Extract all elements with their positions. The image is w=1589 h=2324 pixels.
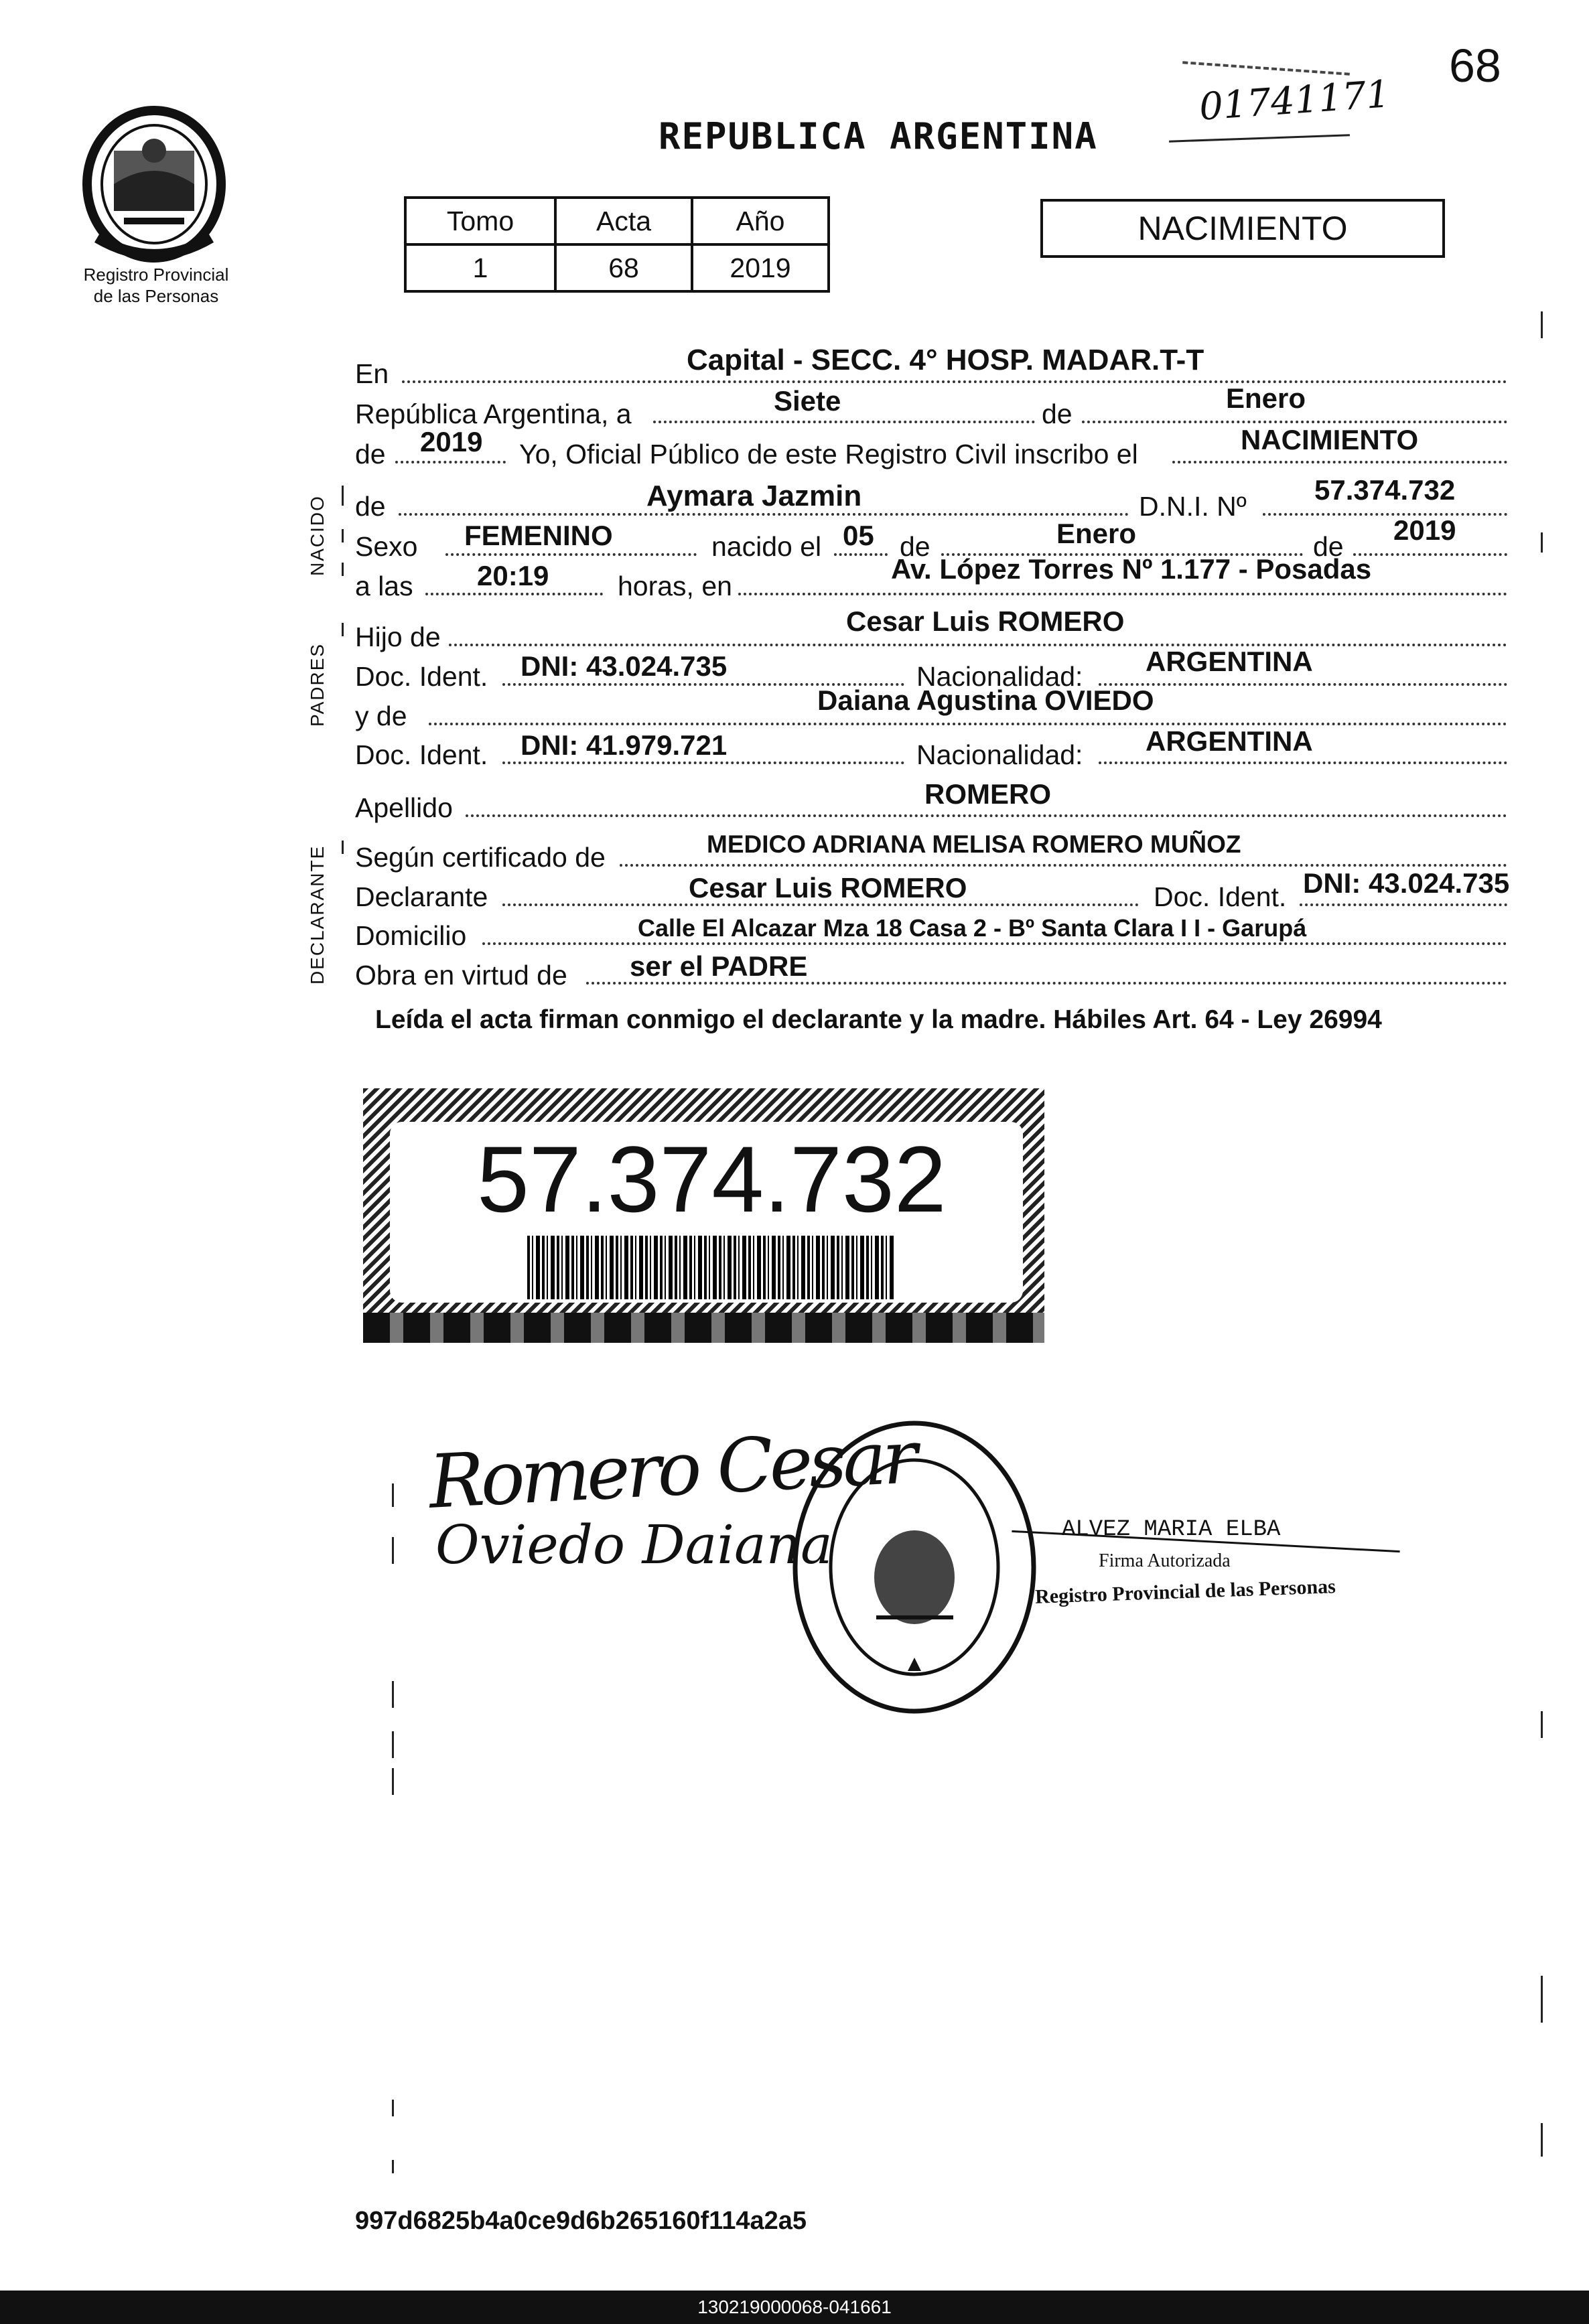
dotted-line (834, 553, 888, 556)
scan-mark (1541, 1711, 1543, 1738)
label-nacionalidad: Nacionalidad: (916, 661, 1083, 692)
table-value-acta: 68 (555, 244, 692, 291)
serial-underline (1169, 134, 1350, 142)
dotted-line (399, 513, 1129, 516)
field-dni: 57.374.732 (1314, 474, 1456, 506)
dotted-line (429, 723, 1507, 725)
field-declarante: Cesar Luis ROMERO (689, 872, 967, 903)
id-label-number: 57.374.732 (477, 1127, 947, 1232)
field-direccion: Av. López Torres Nº 1.177 - Posadas (891, 553, 1372, 585)
footer-bar (0, 2291, 1589, 2324)
label-horas-en: horas, en (618, 571, 732, 601)
label-de2: de (355, 439, 386, 469)
dotted-line (1082, 421, 1507, 423)
dotted-line (620, 864, 1507, 867)
field-madre-nac: ARGENTINA (1146, 725, 1313, 757)
scan-mark (392, 1768, 394, 1795)
serial-number: 01741171 (1198, 72, 1391, 129)
field-padre: Cesar Luis ROMERO (846, 605, 1125, 637)
official-seal-icon (789, 1417, 1040, 1718)
label-y-de: y de (355, 701, 407, 731)
table-value-anio: 2019 (692, 244, 829, 291)
label-apellido: Apellido (355, 792, 453, 823)
dotted-line (1300, 903, 1507, 906)
label-dni: D.N.I. Nº (1139, 491, 1247, 522)
label-de: de (1042, 398, 1073, 429)
dotted-line (425, 593, 603, 595)
province-logo (77, 104, 231, 265)
side-label-padres: PADRES (307, 642, 328, 727)
scan-mark (1541, 311, 1543, 338)
scan-mark (342, 563, 344, 576)
label-a-las: a las (355, 571, 413, 601)
label-doc-ident-3: Doc. Ident. (1154, 881, 1287, 912)
field-certificado: MEDICO ADRIANA MELISA ROMERO MUÑOZ (707, 830, 1241, 858)
label-en: En (355, 358, 389, 389)
label-nacionalidad-2: Nacionalidad: (916, 739, 1083, 770)
label-de-mes: de (900, 531, 930, 562)
scan-mark (392, 2100, 394, 2116)
father-signature: Romero Cesar (427, 1414, 916, 1525)
label-republica: República Argentina, a (355, 398, 632, 429)
table-header-tomo: Tomo (405, 198, 555, 244)
page-number: 68 (1449, 40, 1501, 92)
dotted-line (449, 644, 1507, 646)
dotted-line (482, 942, 1507, 945)
scan-mark (392, 1681, 394, 1708)
scan-mark (342, 623, 344, 636)
field-anio: 2019 (420, 426, 483, 457)
field-obra: ser el PADRE (630, 950, 808, 982)
field-apellido: ROMERO (924, 778, 1051, 810)
field-lugar: Capital - SECC. 4° HOSP. MADAR.T-T (687, 344, 1204, 376)
logo-caption-1: Registro Provincial (83, 265, 229, 285)
mother-signature: Oviedo Daiana (435, 1514, 833, 1576)
field-padre-nac: ARGENTINA (1146, 646, 1313, 677)
field-dia: Siete (774, 385, 841, 417)
serial-overline (1182, 61, 1350, 75)
field-declarante-doc: DNI: 43.024.735 (1303, 867, 1510, 899)
registry-table (404, 196, 830, 293)
field-tipo: NACIMIENTO (1241, 424, 1419, 455)
scan-mark (1541, 1976, 1543, 2023)
label-obra: Obra en virtud de (355, 960, 567, 991)
label-nacido-de: de (355, 491, 386, 522)
document-type-box (1040, 199, 1445, 258)
scan-mark (342, 841, 344, 854)
document-hash: 997d6825b4a0ce9d6b265160f114a2a5 (355, 2207, 807, 2235)
barcode (527, 1236, 896, 1299)
field-nac-mes: Enero (1056, 518, 1137, 549)
table-header-acta: Acta (555, 198, 692, 244)
dotted-line (1353, 553, 1507, 556)
label-segun-cert: Según certificado de (355, 842, 606, 873)
official-title: Firma Autorizada (1099, 1550, 1231, 1571)
scan-mark (342, 486, 344, 506)
label-declarante: Declarante (355, 881, 488, 912)
field-nac-anio: 2019 (1393, 514, 1456, 546)
side-label-declarante: DECLARANTE (307, 845, 328, 985)
label-nacido-el: nacido el (711, 531, 822, 562)
dotted-line (653, 421, 1035, 423)
dotted-line (402, 380, 1507, 383)
scan-mark (342, 529, 344, 542)
field-hora: 20:19 (477, 560, 549, 591)
scan-mark (392, 1483, 394, 1507)
dotted-line (395, 461, 506, 463)
document-title: REPUBLICA ARGENTINA (659, 115, 1098, 157)
label-domicilio: Domicilio (355, 920, 467, 951)
footer-id: 130219000068-041661 (697, 2297, 892, 2317)
field-madre: Daiana Agustina OVIEDO (817, 684, 1154, 716)
label-doc-ident: Doc. Ident. (355, 661, 488, 692)
document-type: NACIMIENTO (1137, 210, 1348, 247)
official-office: Registro Provincial de las Personas (1034, 1575, 1336, 1608)
scan-mark (392, 1731, 394, 1758)
province-seal-icon (77, 104, 231, 265)
field-nac-dia: 05 (843, 520, 874, 551)
dotted-line (1099, 683, 1507, 686)
table-value-tomo: 1 (405, 244, 555, 291)
scan-mark (1541, 2123, 1543, 2157)
label-bottom-band (363, 1313, 1044, 1343)
scan-mark (392, 1537, 394, 1564)
closing-text: Leída el acta firman conmigo el declarante y la madre. Hábiles Art. 64 - Ley 26994 (375, 1005, 1382, 1034)
side-label-nacido: NACIDO (307, 495, 328, 576)
scan-mark (1541, 532, 1543, 553)
label-sexo: Sexo (355, 531, 418, 562)
dotted-line (445, 553, 697, 556)
field-padre-doc: DNI: 43.024.735 (521, 650, 728, 682)
dotted-line (502, 761, 904, 764)
label-yo-oficial: Yo, Oficial Público de este Registro Civil inscribo el (519, 439, 1138, 469)
dotted-line (1172, 461, 1507, 463)
field-sexo: FEMENINO (464, 520, 613, 551)
dotted-line (1263, 513, 1507, 516)
official-seal (789, 1417, 1040, 1718)
scan-mark (392, 2160, 394, 2173)
dotted-line (738, 593, 1507, 595)
field-domicilio: Calle El Alcazar Mza 18 Casa 2 - Bº Santa Clara I I - Garupá (638, 914, 1307, 942)
label-hijo-de: Hijo de (355, 622, 441, 652)
id-label (363, 1088, 1044, 1343)
label-de-anio: de (1313, 531, 1344, 562)
field-nombre: Aymara Jazmin (646, 480, 862, 512)
field-madre-doc: DNI: 41.979.721 (521, 729, 728, 761)
official-name: ALVEZ MARIA ELBA (1062, 1517, 1281, 1542)
label-doc-ident-2: Doc. Ident. (355, 739, 488, 770)
dotted-line (466, 814, 1507, 817)
field-mes: Enero (1226, 382, 1306, 414)
logo-caption-2: de las Personas (93, 286, 219, 306)
dotted-line (1099, 761, 1507, 764)
table-header-anio: Año (692, 198, 829, 244)
